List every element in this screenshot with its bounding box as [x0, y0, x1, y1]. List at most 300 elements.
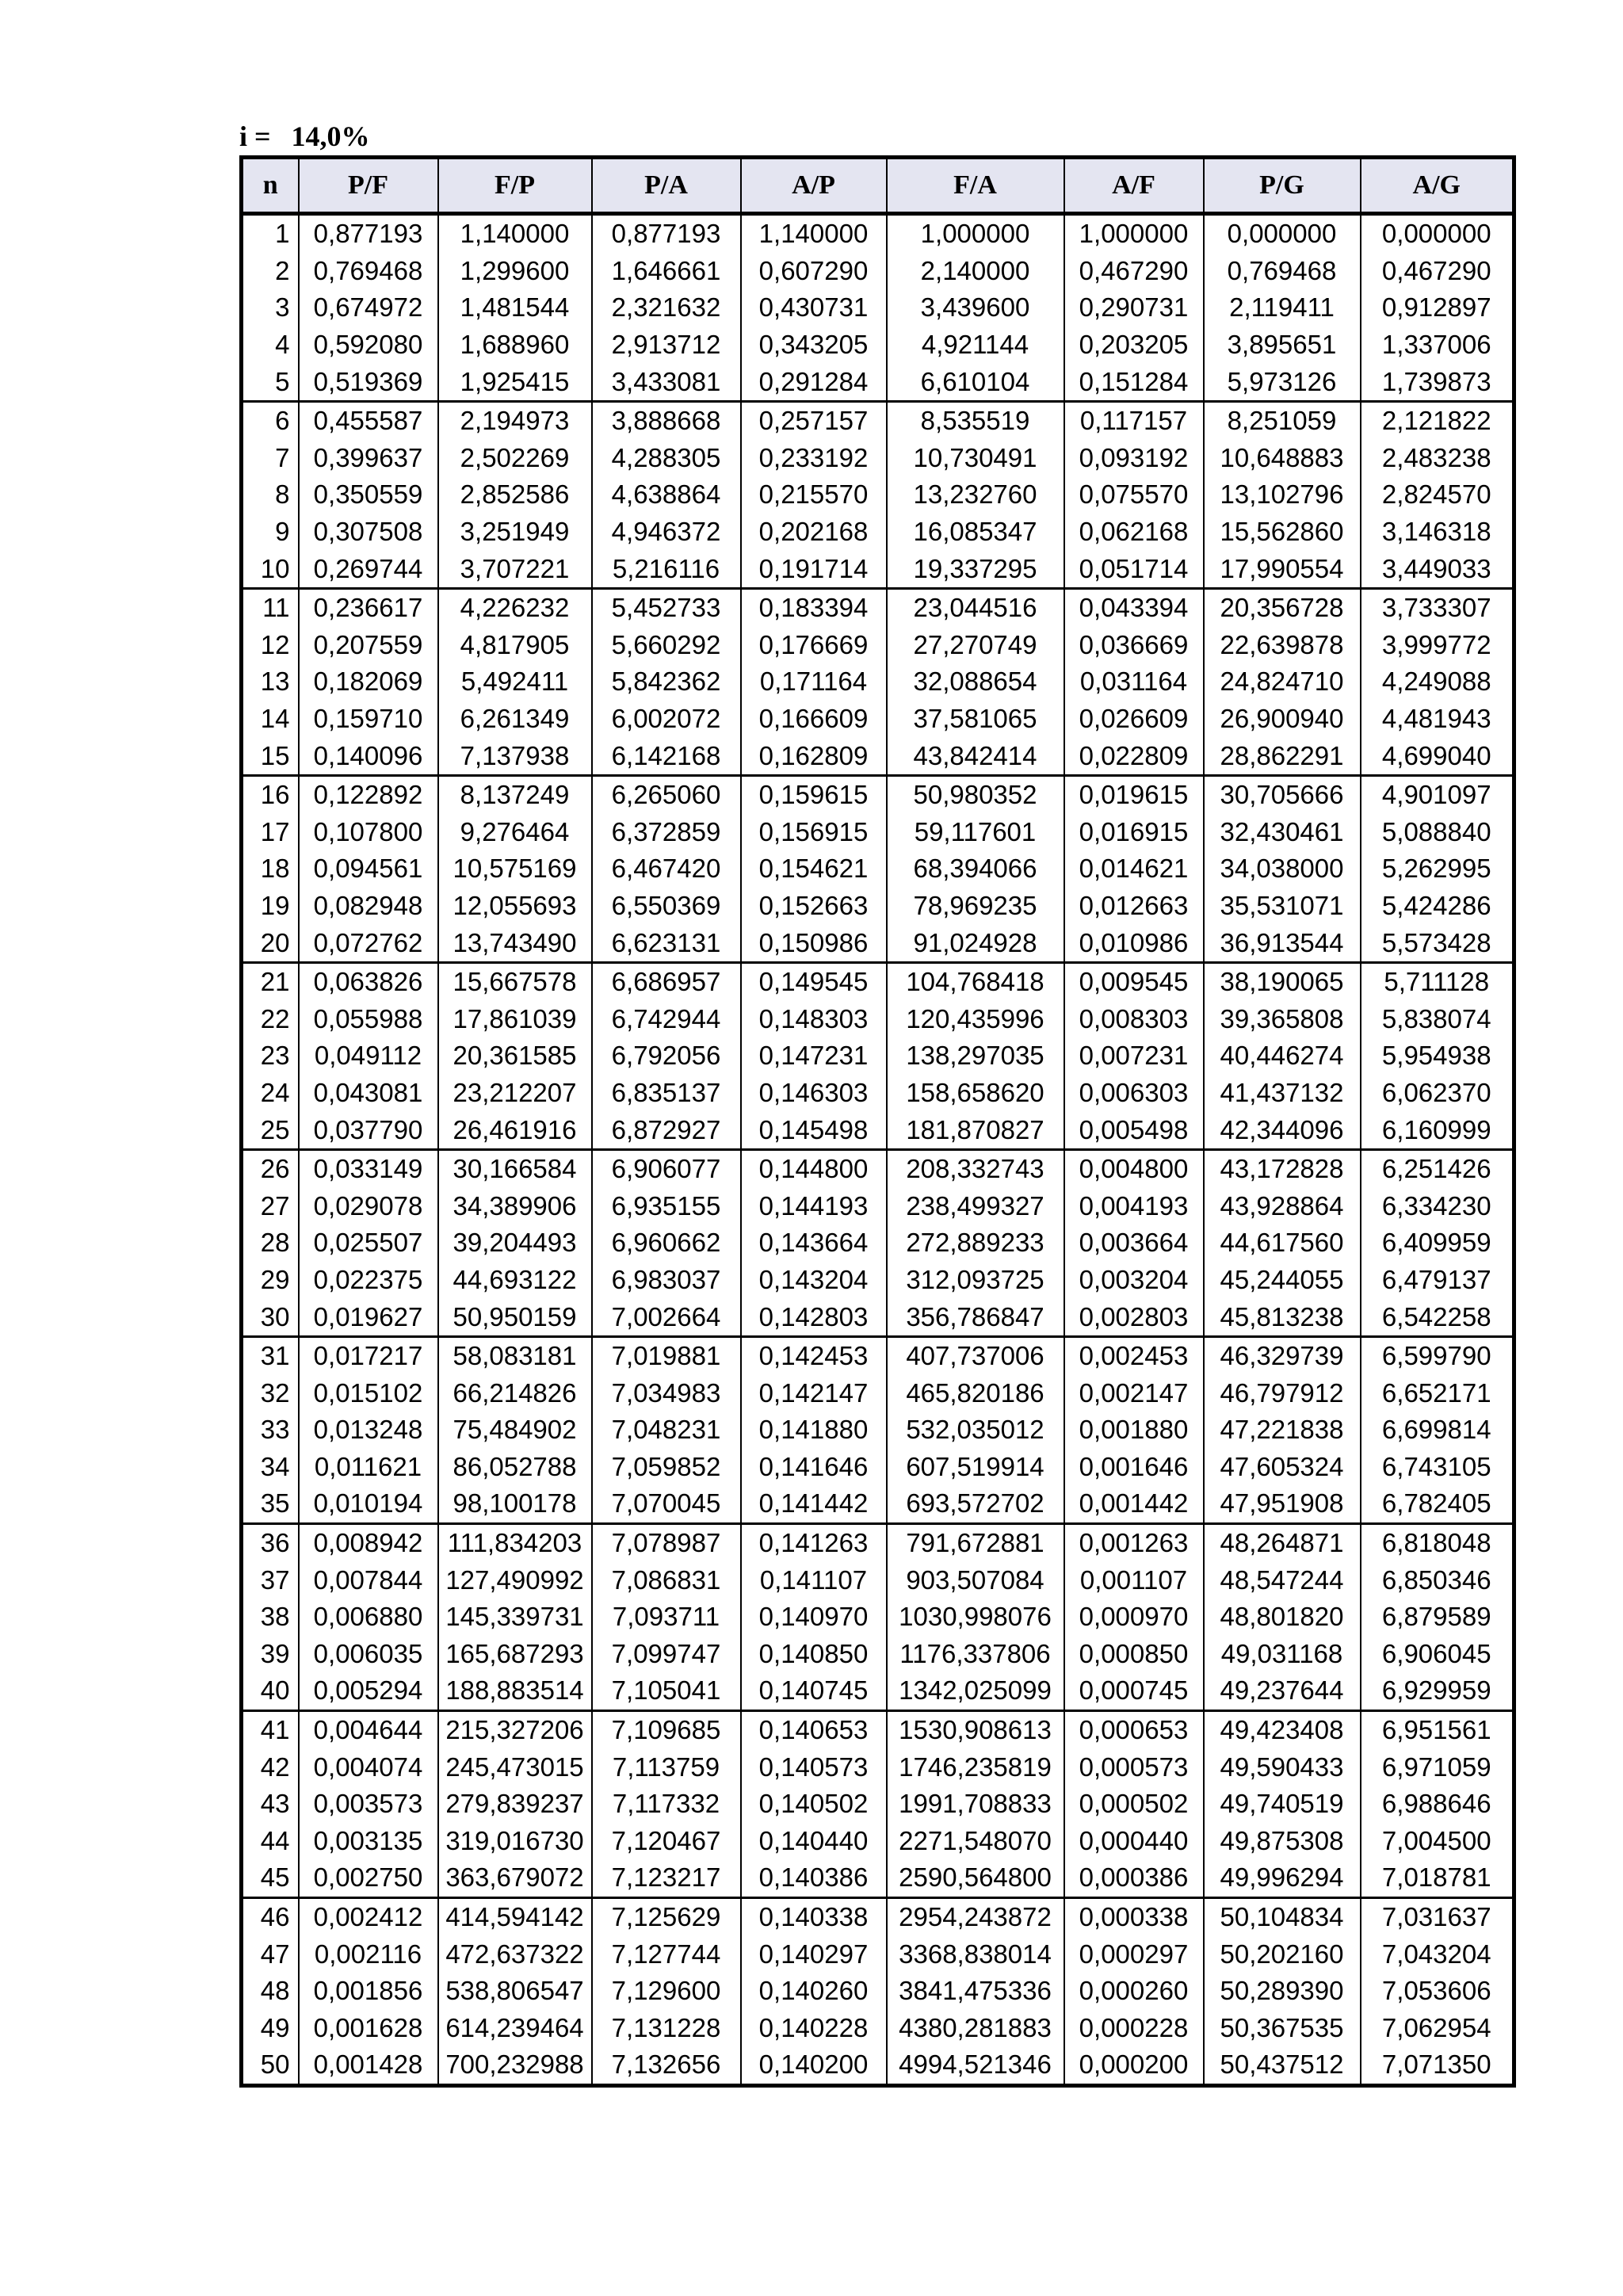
cell-ap: 0,140228 — [741, 2010, 887, 2047]
cell-fp: 26,461916 — [438, 1111, 592, 1149]
cell-ap: 0,152663 — [741, 888, 887, 925]
cell-n: 25 — [242, 1111, 299, 1149]
cell-pa: 5,660292 — [592, 627, 741, 664]
cell-pa: 6,835137 — [592, 1075, 741, 1112]
cell-n: 6 — [242, 401, 299, 439]
cell-ag: 1,337006 — [1361, 327, 1514, 364]
cell-ap: 0,140502 — [741, 1786, 887, 1823]
interest-factor-table — [239, 155, 1516, 2088]
cell-pg: 41,437132 — [1204, 1075, 1361, 1112]
cell-fp: 17,861039 — [438, 1000, 592, 1037]
cell-pg: 10,648883 — [1204, 440, 1361, 477]
cell-ap: 0,183394 — [741, 588, 887, 626]
cell-ag: 3,733307 — [1361, 588, 1514, 626]
cell-n: 18 — [242, 850, 299, 888]
cell-pg: 40,446274 — [1204, 1037, 1361, 1075]
cell-n: 24 — [242, 1075, 299, 1112]
cell-n: 26 — [242, 1149, 299, 1187]
cell-ag: 5,088840 — [1361, 814, 1514, 851]
cell-pa: 1,646661 — [592, 253, 741, 290]
cell-pg: 20,356728 — [1204, 588, 1361, 626]
table-row — [242, 514, 1514, 551]
cell-pg: 49,875308 — [1204, 1823, 1361, 1860]
cell-pf: 0,063826 — [299, 962, 438, 1000]
cell-af: 0,016915 — [1064, 814, 1204, 851]
cell-fp: 2,194973 — [438, 401, 592, 439]
cell-fa: 407,737006 — [887, 1336, 1064, 1374]
cell-fp: 50,950159 — [438, 1298, 592, 1336]
table-row — [242, 1111, 1514, 1149]
cell-pf: 0,122892 — [299, 775, 438, 813]
cell-pf: 0,001856 — [299, 1973, 438, 2010]
header-af: A/F — [1064, 158, 1204, 214]
cell-pa: 7,078987 — [592, 1523, 741, 1561]
cell-pf: 0,008942 — [299, 1523, 438, 1561]
cell-pf: 0,519369 — [299, 363, 438, 401]
table-row — [242, 1412, 1514, 1449]
cell-ag: 6,971059 — [1361, 1748, 1514, 1786]
table-row — [242, 663, 1514, 701]
cell-ag: 7,031637 — [1361, 1897, 1514, 1935]
cell-ap: 0,343205 — [741, 327, 887, 364]
cell-fa: 791,672881 — [887, 1523, 1064, 1561]
cell-fp: 2,502269 — [438, 440, 592, 477]
table-row — [242, 1075, 1514, 1112]
cell-fp: 414,594142 — [438, 1897, 592, 1935]
cell-fp: 6,261349 — [438, 701, 592, 738]
header-ag: A/G — [1361, 158, 1514, 214]
cell-n: 48 — [242, 1973, 299, 2010]
cell-pg: 49,237644 — [1204, 1672, 1361, 1710]
cell-pf: 0,107800 — [299, 814, 438, 851]
cell-ag: 6,599790 — [1361, 1336, 1514, 1374]
cell-pg: 13,102796 — [1204, 476, 1361, 514]
cell-pa: 6,742944 — [592, 1000, 741, 1037]
cell-pg: 36,913544 — [1204, 924, 1361, 962]
cell-fp: 111,834203 — [438, 1523, 592, 1561]
cell-af: 0,002803 — [1064, 1298, 1204, 1336]
cell-ap: 0,141880 — [741, 1412, 887, 1449]
cell-pg: 47,951908 — [1204, 1485, 1361, 1523]
cell-pa: 7,019881 — [592, 1336, 741, 1374]
cell-af: 0,000745 — [1064, 1672, 1204, 1710]
cell-pf: 0,011621 — [299, 1449, 438, 1486]
table-row — [242, 1859, 1514, 1897]
cell-af: 0,002147 — [1064, 1374, 1204, 1412]
cell-pa: 6,623131 — [592, 924, 741, 962]
cell-fp: 30,166584 — [438, 1149, 592, 1187]
cell-fp: 12,055693 — [438, 888, 592, 925]
cell-ag: 6,479137 — [1361, 1262, 1514, 1299]
cell-af: 0,000970 — [1064, 1599, 1204, 1636]
cell-af: 0,012663 — [1064, 888, 1204, 925]
cell-pf: 0,015102 — [299, 1374, 438, 1412]
cell-pf: 0,004644 — [299, 1710, 438, 1748]
cell-pf: 0,033149 — [299, 1149, 438, 1187]
cell-pa: 7,034983 — [592, 1374, 741, 1412]
cell-pg: 48,801820 — [1204, 1599, 1361, 1636]
cell-fa: 2954,243872 — [887, 1897, 1064, 1935]
table-row — [242, 289, 1514, 327]
cell-pg: 28,862291 — [1204, 737, 1361, 775]
cell-pg: 47,221838 — [1204, 1412, 1361, 1449]
cell-pf: 0,005294 — [299, 1672, 438, 1710]
cell-pg: 44,617560 — [1204, 1224, 1361, 1262]
cell-fa: 1746,235819 — [887, 1748, 1064, 1786]
cell-af: 0,008303 — [1064, 1000, 1204, 1037]
cell-pa: 6,002072 — [592, 701, 741, 738]
cell-ap: 0,141263 — [741, 1523, 887, 1561]
cell-pf: 0,025507 — [299, 1224, 438, 1262]
interest-rate-prefix: i = — [239, 120, 271, 152]
cell-fp: 9,276464 — [438, 814, 592, 851]
cell-fp: 7,137938 — [438, 737, 592, 775]
cell-ap: 0,141442 — [741, 1485, 887, 1523]
cell-fp: 8,137249 — [438, 775, 592, 813]
cell-ag: 6,699814 — [1361, 1412, 1514, 1449]
table-row — [242, 962, 1514, 1000]
cell-pf: 0,006880 — [299, 1599, 438, 1636]
cell-fp: 1,688960 — [438, 327, 592, 364]
cell-af: 0,000228 — [1064, 2010, 1204, 2047]
cell-af: 0,290731 — [1064, 289, 1204, 327]
cell-ap: 0,140260 — [741, 1973, 887, 2010]
cell-af: 0,004800 — [1064, 1149, 1204, 1187]
cell-n: 40 — [242, 1672, 299, 1710]
cell-pf: 0,001628 — [299, 2010, 438, 2047]
cell-ag: 6,251426 — [1361, 1149, 1514, 1187]
cell-ag: 5,711128 — [1361, 962, 1514, 1000]
cell-fp: 363,679072 — [438, 1859, 592, 1897]
cell-ap: 0,140297 — [741, 1935, 887, 1973]
cell-fp: 66,214826 — [438, 1374, 592, 1412]
cell-ag: 4,249088 — [1361, 663, 1514, 701]
cell-n: 29 — [242, 1262, 299, 1299]
cell-n: 22 — [242, 1000, 299, 1037]
cell-ag: 7,043204 — [1361, 1935, 1514, 1973]
cell-ag: 7,053606 — [1361, 1973, 1514, 2010]
cell-pg: 8,251059 — [1204, 401, 1361, 439]
cell-pf: 0,082948 — [299, 888, 438, 925]
table-row — [242, 401, 1514, 439]
cell-fa: 43,842414 — [887, 737, 1064, 775]
cell-pg: 50,202160 — [1204, 1935, 1361, 1973]
cell-ap: 0,159615 — [741, 775, 887, 813]
cell-pa: 4,638864 — [592, 476, 741, 514]
cell-pg: 47,605324 — [1204, 1449, 1361, 1486]
cell-pg: 35,531071 — [1204, 888, 1361, 925]
cell-af: 0,019615 — [1064, 775, 1204, 813]
cell-pa: 6,983037 — [592, 1262, 741, 1299]
cell-ap: 0,140850 — [741, 1636, 887, 1673]
cell-ap: 0,140970 — [741, 1599, 887, 1636]
table-row — [242, 440, 1514, 477]
cell-n: 17 — [242, 814, 299, 851]
cell-af: 0,001442 — [1064, 1485, 1204, 1523]
cell-pf: 0,004074 — [299, 1748, 438, 1786]
cell-ap: 0,150986 — [741, 924, 887, 962]
cell-ap: 0,142803 — [741, 1298, 887, 1336]
cell-ag: 7,062954 — [1361, 2010, 1514, 2047]
cell-pa: 6,550369 — [592, 888, 741, 925]
cell-ag: 1,739873 — [1361, 363, 1514, 401]
cell-fa: 68,394066 — [887, 850, 1064, 888]
cell-pa: 2,913712 — [592, 327, 741, 364]
cell-pg: 26,900940 — [1204, 701, 1361, 738]
cell-ap: 0,215570 — [741, 476, 887, 514]
cell-pg: 46,797912 — [1204, 1374, 1361, 1412]
cell-fa: 272,889233 — [887, 1224, 1064, 1262]
cell-fa: 903,507084 — [887, 1561, 1064, 1599]
cell-af: 0,000260 — [1064, 1973, 1204, 2010]
cell-fa: 312,093725 — [887, 1262, 1064, 1299]
cell-fp: 215,327206 — [438, 1710, 592, 1748]
cell-fa: 4380,281883 — [887, 2010, 1064, 2047]
cell-af: 0,000386 — [1064, 1859, 1204, 1897]
cell-fp: 1,925415 — [438, 363, 592, 401]
cell-pf: 0,001428 — [299, 2046, 438, 2085]
cell-fp: 34,389906 — [438, 1187, 592, 1224]
cell-pa: 6,935155 — [592, 1187, 741, 1224]
cell-n: 31 — [242, 1336, 299, 1374]
cell-ap: 0,147231 — [741, 1037, 887, 1075]
cell-ap: 0,233192 — [741, 440, 887, 477]
cell-ap: 0,140386 — [741, 1859, 887, 1897]
cell-af: 0,004193 — [1064, 1187, 1204, 1224]
cell-ag: 7,004500 — [1361, 1823, 1514, 1860]
cell-pf: 0,236617 — [299, 588, 438, 626]
cell-ap: 0,607290 — [741, 253, 887, 290]
cell-af: 0,000338 — [1064, 1897, 1204, 1935]
cell-fa: 158,658620 — [887, 1075, 1064, 1112]
table-row — [242, 775, 1514, 813]
cell-af: 0,003204 — [1064, 1262, 1204, 1299]
cell-ap: 0,141646 — [741, 1449, 887, 1486]
cell-ag: 5,262995 — [1361, 850, 1514, 888]
cell-ag: 2,483238 — [1361, 440, 1514, 477]
cell-pf: 0,769468 — [299, 253, 438, 290]
cell-fa: 50,980352 — [887, 775, 1064, 813]
table-row — [242, 1897, 1514, 1935]
cell-ag: 5,573428 — [1361, 924, 1514, 962]
cell-fa: 1030,998076 — [887, 1599, 1064, 1636]
cell-af: 0,000653 — [1064, 1710, 1204, 1748]
cell-pg: 24,824710 — [1204, 663, 1361, 701]
cell-af: 0,010986 — [1064, 924, 1204, 962]
cell-ap: 0,156915 — [741, 814, 887, 851]
cell-ag: 6,542258 — [1361, 1298, 1514, 1336]
cell-pa: 7,093711 — [592, 1599, 741, 1636]
cell-pf: 0,007844 — [299, 1561, 438, 1599]
table-row — [242, 1187, 1514, 1224]
cell-fa: 4994,521346 — [887, 2046, 1064, 2085]
cell-pf: 0,022375 — [299, 1262, 438, 1299]
cell-n: 15 — [242, 737, 299, 775]
cell-fa: 32,088654 — [887, 663, 1064, 701]
cell-n: 9 — [242, 514, 299, 551]
cell-ag: 6,818048 — [1361, 1523, 1514, 1561]
table-row — [242, 214, 1514, 253]
cell-fa: 2590,564800 — [887, 1859, 1064, 1897]
cell-af: 0,005498 — [1064, 1111, 1204, 1149]
cell-fp: 127,490992 — [438, 1561, 592, 1599]
cell-ap: 0,140653 — [741, 1710, 887, 1748]
cell-pf: 0,017217 — [299, 1336, 438, 1374]
cell-pf: 0,010194 — [299, 1485, 438, 1523]
cell-n: 21 — [242, 962, 299, 1000]
cell-ag: 6,782405 — [1361, 1485, 1514, 1523]
cell-ag: 4,481943 — [1361, 701, 1514, 738]
cell-fp: 279,839237 — [438, 1786, 592, 1823]
cell-fp: 44,693122 — [438, 1262, 592, 1299]
cell-pa: 3,888668 — [592, 401, 741, 439]
cell-pf: 0,043081 — [299, 1075, 438, 1112]
table-row — [242, 1037, 1514, 1075]
cell-n: 7 — [242, 440, 299, 477]
cell-ap: 0,291284 — [741, 363, 887, 401]
cell-af: 0,051714 — [1064, 550, 1204, 588]
cell-n: 5 — [242, 363, 299, 401]
cell-n: 11 — [242, 588, 299, 626]
cell-pf: 0,003573 — [299, 1786, 438, 1823]
cell-af: 0,000297 — [1064, 1935, 1204, 1973]
cell-pg: 49,423408 — [1204, 1710, 1361, 1748]
cell-pg: 49,031168 — [1204, 1636, 1361, 1673]
cell-fa: 16,085347 — [887, 514, 1064, 551]
table-row — [242, 588, 1514, 626]
cell-ap: 1,140000 — [741, 214, 887, 253]
table-body — [242, 214, 1514, 2086]
cell-fa: 2,140000 — [887, 253, 1064, 290]
cell-pf: 0,307508 — [299, 514, 438, 551]
cell-ap: 0,140573 — [741, 1748, 887, 1786]
cell-pg: 15,562860 — [1204, 514, 1361, 551]
cell-n: 12 — [242, 627, 299, 664]
table-row — [242, 1149, 1514, 1187]
cell-ap: 0,145498 — [741, 1111, 887, 1149]
cell-n: 30 — [242, 1298, 299, 1336]
cell-fa: 37,581065 — [887, 701, 1064, 738]
cell-ag: 4,901097 — [1361, 775, 1514, 813]
table-row — [242, 627, 1514, 664]
table-row — [242, 2046, 1514, 2085]
cell-ap: 0,154621 — [741, 850, 887, 888]
cell-pa: 3,433081 — [592, 363, 741, 401]
cell-ag: 6,988646 — [1361, 1786, 1514, 1823]
table-row — [242, 1599, 1514, 1636]
cell-ap: 0,171164 — [741, 663, 887, 701]
cell-n: 8 — [242, 476, 299, 514]
cell-fa: 91,024928 — [887, 924, 1064, 962]
cell-af: 0,203205 — [1064, 327, 1204, 364]
cell-pg: 32,430461 — [1204, 814, 1361, 851]
cell-ap: 0,162809 — [741, 737, 887, 775]
cell-pg: 48,547244 — [1204, 1561, 1361, 1599]
table-row — [242, 1224, 1514, 1262]
cell-af: 0,014621 — [1064, 850, 1204, 888]
cell-af: 0,000200 — [1064, 2046, 1204, 2085]
cell-fp: 5,492411 — [438, 663, 592, 701]
cell-pg: 50,367535 — [1204, 2010, 1361, 2047]
cell-pf: 0,002750 — [299, 1859, 438, 1897]
cell-n: 50 — [242, 2046, 299, 2085]
cell-fa: 238,499327 — [887, 1187, 1064, 1224]
cell-ag: 6,652171 — [1361, 1374, 1514, 1412]
cell-fp: 75,484902 — [438, 1412, 592, 1449]
cell-ap: 0,149545 — [741, 962, 887, 1000]
table-row — [242, 737, 1514, 775]
cell-n: 46 — [242, 1897, 299, 1935]
cell-ap: 0,142453 — [741, 1336, 887, 1374]
cell-ag: 0,467290 — [1361, 253, 1514, 290]
cell-n: 38 — [242, 1599, 299, 1636]
interest-rate-label — [239, 119, 370, 154]
table-row — [242, 327, 1514, 364]
cell-n: 45 — [242, 1859, 299, 1897]
cell-af: 0,002453 — [1064, 1336, 1204, 1374]
cell-ap: 0,140338 — [741, 1897, 887, 1935]
cell-fp: 145,339731 — [438, 1599, 592, 1636]
table-row — [242, 1748, 1514, 1786]
cell-n: 36 — [242, 1523, 299, 1561]
header-pg: P/G — [1204, 158, 1361, 214]
cell-fa: 59,117601 — [887, 814, 1064, 851]
cell-n: 3 — [242, 289, 299, 327]
cell-af: 0,001107 — [1064, 1561, 1204, 1599]
cell-fa: 10,730491 — [887, 440, 1064, 477]
cell-ap: 0,166609 — [741, 701, 887, 738]
cell-ag: 3,146318 — [1361, 514, 1514, 551]
cell-pf: 0,350559 — [299, 476, 438, 514]
cell-pf: 0,029078 — [299, 1187, 438, 1224]
cell-af: 0,000573 — [1064, 1748, 1204, 1786]
cell-af: 0,117157 — [1064, 401, 1204, 439]
cell-pf: 0,049112 — [299, 1037, 438, 1075]
table-row — [242, 814, 1514, 851]
table-row — [242, 476, 1514, 514]
header-n: n — [242, 158, 299, 214]
cell-pg: 39,365808 — [1204, 1000, 1361, 1037]
cell-pa: 6,686957 — [592, 962, 741, 1000]
header-ap: A/P — [741, 158, 887, 214]
cell-pg: 0,000000 — [1204, 214, 1361, 253]
cell-pf: 0,006035 — [299, 1636, 438, 1673]
cell-ag: 4,699040 — [1361, 737, 1514, 775]
cell-af: 0,000502 — [1064, 1786, 1204, 1823]
table-row — [242, 1672, 1514, 1710]
cell-pa: 6,467420 — [592, 850, 741, 888]
cell-ap: 0,143204 — [741, 1262, 887, 1299]
cell-pg: 3,895651 — [1204, 327, 1361, 364]
cell-pg: 2,119411 — [1204, 289, 1361, 327]
cell-pa: 6,872927 — [592, 1111, 741, 1149]
table-row — [242, 550, 1514, 588]
cell-af: 0,000440 — [1064, 1823, 1204, 1860]
cell-fp: 1,140000 — [438, 214, 592, 253]
cell-pa: 7,113759 — [592, 1748, 741, 1786]
cell-fa: 3,439600 — [887, 289, 1064, 327]
cell-fp: 58,083181 — [438, 1336, 592, 1374]
cell-pa: 7,127744 — [592, 1935, 741, 1973]
cell-pa: 6,142168 — [592, 737, 741, 775]
cell-n: 34 — [242, 1449, 299, 1486]
cell-pa: 7,125629 — [592, 1897, 741, 1935]
table-row — [242, 1636, 1514, 1673]
cell-fa: 1530,908613 — [887, 1710, 1064, 1748]
cell-n: 14 — [242, 701, 299, 738]
cell-pg: 5,973126 — [1204, 363, 1361, 401]
cell-fa: 532,035012 — [887, 1412, 1064, 1449]
